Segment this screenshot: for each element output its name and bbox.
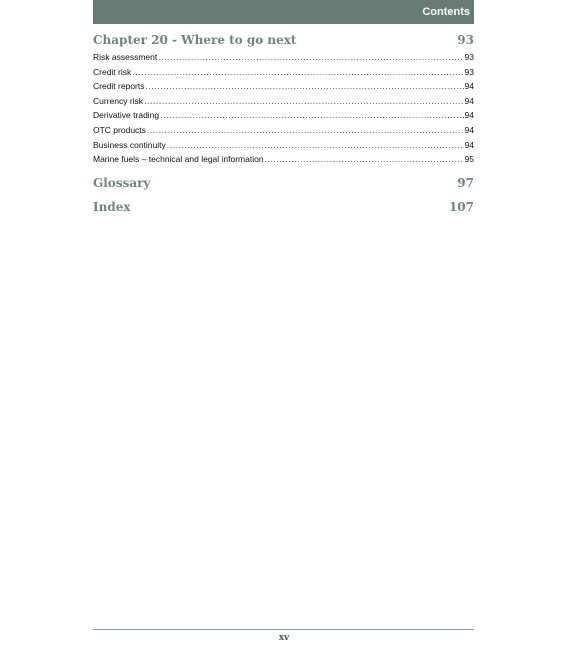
footer-divider (93, 629, 474, 630)
dot-leader (167, 138, 464, 153)
toc-entry-label: Currency risk (93, 95, 144, 106)
page-title: Contents (422, 6, 470, 18)
dot-leader (146, 79, 464, 94)
header-bar (93, 0, 474, 24)
toc-entry-page: 94 (464, 81, 474, 92)
dot-leader (158, 50, 463, 65)
index-heading[interactable] (93, 199, 474, 215)
toc-entry[interactable] (93, 123, 474, 138)
toc-entry[interactable] (93, 65, 474, 80)
glossary-heading[interactable] (93, 175, 474, 191)
toc-entry-page: 94 (464, 110, 474, 121)
dot-leader (160, 108, 463, 123)
toc-entry[interactable] (93, 94, 474, 109)
toc-entry-label: Credit reports (93, 81, 145, 92)
toc-entry-page: 93 (464, 66, 474, 77)
glossary-title: Glossary (93, 175, 151, 190)
toc-entry-label: Marine fuels – technical and legal information (93, 154, 264, 165)
toc-entry-page: 95 (464, 154, 474, 165)
toc-entry[interactable] (93, 138, 474, 153)
toc-entry-page: 94 (464, 124, 474, 135)
toc-entry[interactable] (93, 79, 474, 94)
toc-entry-page: 94 (464, 139, 474, 150)
toc-entry-label: OTC products (93, 124, 146, 135)
dot-leader (265, 152, 464, 167)
index-title: Index (93, 199, 131, 214)
chapter-heading[interactable] (93, 32, 474, 48)
toc-entry[interactable] (93, 50, 474, 65)
toc-entry-page: 94 (464, 95, 474, 106)
footer-page-number: xv (278, 633, 290, 643)
dot-leader (132, 65, 463, 80)
toc-entry-label: Derivative trading (93, 110, 160, 121)
toc-entry[interactable] (93, 152, 474, 167)
chapter-title: Chapter 20 - Where to go next (93, 33, 297, 47)
toc-entry-page: 93 (464, 52, 474, 62)
index-page: 107 (448, 199, 474, 214)
glossary-page: 97 (457, 175, 474, 190)
dot-leader (147, 123, 464, 138)
toc-entries (93, 50, 474, 167)
dot-leader (144, 94, 463, 109)
chapter-page: 93 (457, 33, 474, 47)
toc-entry[interactable] (93, 108, 474, 123)
toc-entry-label: Credit risk (93, 66, 132, 77)
table-of-contents (93, 32, 474, 215)
toc-entry-label: Business continuity (93, 139, 166, 150)
toc-entry-label: Risk assessment (93, 52, 158, 62)
